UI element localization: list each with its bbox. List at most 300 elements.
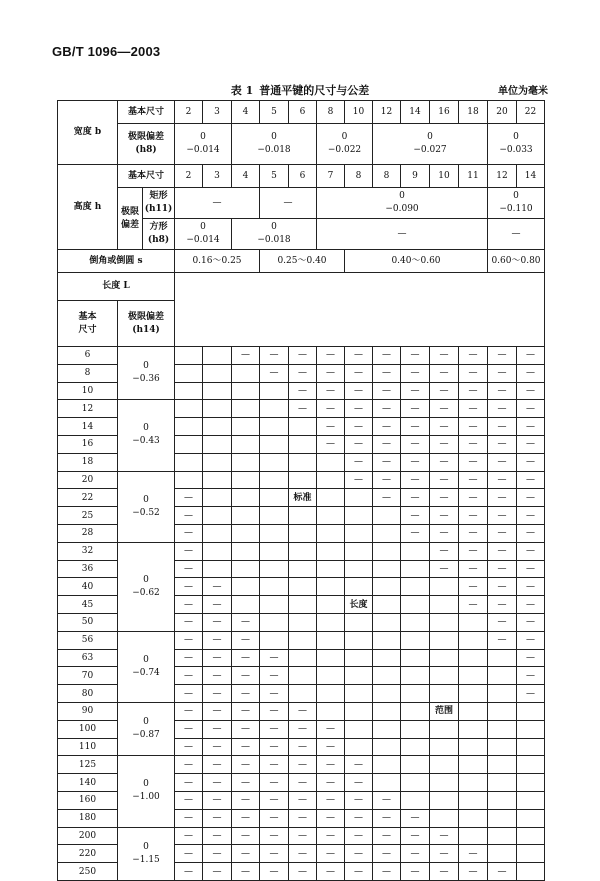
dash-cell: — [260,774,289,792]
width-basic-cell: 16 [430,101,459,124]
height-basic-cell: 2 [175,165,203,188]
tol-lower: −0.018 [257,145,291,155]
dash-cell: — [430,845,459,863]
grid-cell [488,809,517,827]
length-basic-cell: 140 [58,774,118,792]
dash-cell: — [345,845,373,863]
grid-cell [260,382,289,400]
dash-cell: — [488,596,517,614]
grid-cell [260,453,289,471]
dash-cell: — [289,347,317,365]
tol-lower: −0.52 [132,507,160,518]
dash-cell: — [232,774,260,792]
grid-cell [260,596,289,614]
chamfer-label: 倒角或倒圆 s [58,250,175,273]
dash-cell: — [175,542,203,560]
dash-cell: — [459,382,488,400]
dash-cell: — [373,418,401,436]
key-dimension-table [57,100,545,881]
width-basic-label: 基本尺寸 [118,101,175,124]
tol-lower: −0.018 [257,235,291,245]
grid-cell [459,649,488,667]
dash-cell: — [488,471,517,489]
dash-cell: — [401,863,430,881]
dash-cell: — [401,347,430,365]
rect-label [143,188,175,219]
tol-upper: 0 [143,423,149,434]
tol-lower: −0.74 [132,667,160,678]
dash-cell: — [203,649,232,667]
dash-cell: — [345,400,373,418]
dash-cell: — [175,560,203,578]
grid-cell [517,738,545,756]
length-basic-cell: 32 [58,542,118,560]
dash-cell: — [317,809,345,827]
grid-cell [430,578,459,596]
dash-cell: — [260,791,289,809]
grid-cell [488,791,517,809]
dash-cell: — [517,347,545,365]
length-tol-group [118,347,175,400]
dash-cell: — [459,418,488,436]
width-tol-code: (h8) [135,145,157,155]
dash-cell: — [430,471,459,489]
length-tol-code: (h14) [132,324,160,335]
grid-cell [203,489,232,507]
dash-cell: — [232,720,260,738]
grid-cell [317,453,345,471]
dash-cell: — [317,347,345,365]
grid-cell [289,560,317,578]
dash-cell: — [203,702,232,720]
grid-cell [289,613,317,631]
square-tol-group [232,219,317,250]
dash-cell: — [175,738,203,756]
width-tol-group [373,124,488,165]
width-tol-group [488,124,545,165]
grid-cell [459,613,488,631]
grid-cell [289,685,317,703]
length-tol-group [118,400,175,471]
height-tol-text-1: 极限 [120,206,139,217]
dash-cell: — [430,347,459,365]
grid-cell [317,649,345,667]
dash-cell: — [203,631,232,649]
grid-cell [232,524,260,542]
length-basic-cell: 180 [58,809,118,827]
grid-cell [345,685,373,703]
width-basic-cell: 12 [373,101,401,124]
dash-cell: — [289,756,317,774]
length-basic-cell: 125 [58,756,118,774]
length-basic-cell: 200 [58,827,118,845]
length-blank-area [175,273,545,347]
grid-cell [373,738,401,756]
grid-cell [430,613,459,631]
dash-cell: — [232,667,260,685]
length-row [58,542,545,560]
grid-cell [517,809,545,827]
tol-upper: 0 [200,132,206,142]
dash-cell: — [373,809,401,827]
dash-cell: — [401,507,430,525]
dash-cell: — [175,720,203,738]
dash-cell: — [175,774,203,792]
grid-cell [317,596,345,614]
length-row [58,827,545,845]
dash-cell: — [488,489,517,507]
grid-cell [401,791,430,809]
grid-cell [203,347,232,365]
length-basic-text-2: 尺寸 [78,324,97,335]
tol-lower: −1.00 [132,792,160,803]
dash-cell: — [459,400,488,418]
grid-cell [430,649,459,667]
grid-cell [203,560,232,578]
height-tol-label [118,188,143,250]
grid-cell [260,418,289,436]
grid-cell [175,382,203,400]
length-tol-group [118,471,175,542]
grid-cell [289,435,317,453]
dash-cell: — [203,827,232,845]
length-basic-label [58,301,118,347]
dash-cell: — [430,418,459,436]
grid-cell [517,845,545,863]
dash-cell: — [345,827,373,845]
dash-cell: — [430,560,459,578]
grid-cell [517,863,545,881]
dash-cell: — [232,845,260,863]
grid-cell [345,507,373,525]
dash-cell: — [401,435,430,453]
grid-cell [232,596,260,614]
length-basic-cell: 20 [58,471,118,489]
tol-upper: 0 [399,191,405,201]
dash-cell: — [345,791,373,809]
grid-cell [401,631,430,649]
grid-cell [517,756,545,774]
square-tol-dash: — [317,219,488,250]
height-basic-cell: 10 [430,165,459,188]
grid-cell [260,435,289,453]
grid-cell [232,489,260,507]
dash-cell: — [317,863,345,881]
dash-cell: — [203,756,232,774]
length-basic-cell: 6 [58,347,118,365]
dash-cell: — [317,738,345,756]
dash-cell: — [459,364,488,382]
dash-cell: — [232,809,260,827]
grid-cell [373,685,401,703]
grid-cell [401,774,430,792]
dash-cell: — [175,685,203,703]
grid-cell [345,542,373,560]
grid-cell [260,631,289,649]
table-title: 普通平键的尺寸与公差 [259,84,370,97]
dash-cell: — [232,702,260,720]
grid-cell [317,631,345,649]
grid-cell [289,542,317,560]
width-basic-cell: 8 [317,101,345,124]
dash-cell: — [459,507,488,525]
chamfer-group: 0.16～0.25 [175,250,260,273]
length-tol-label [118,301,175,347]
dash-cell: — [401,845,430,863]
grid-cell [459,738,488,756]
height-basic-label: 基本尺寸 [118,165,175,188]
dash-cell: — [430,507,459,525]
chamfer-group: 0.25～0.40 [260,250,345,273]
grid-cell [345,524,373,542]
dash-cell: — [175,827,203,845]
grid-cell [517,720,545,738]
dash-cell: — [175,756,203,774]
grid-cell [345,578,373,596]
grid-cell [430,809,459,827]
dash-cell: — [345,435,373,453]
dash-cell: — [232,631,260,649]
grid-cell [345,702,373,720]
height-label: 高度 h [58,165,118,250]
dash-cell: — [430,863,459,881]
grid-cell [430,791,459,809]
grid-cell [373,524,401,542]
grid-cell [459,756,488,774]
grid-cell [317,560,345,578]
dash-cell: — [459,845,488,863]
grid-cell [317,613,345,631]
dash-cell: — [317,364,345,382]
dash-cell: — [232,685,260,703]
grid-cell [430,631,459,649]
grid-cell [401,578,430,596]
rect-tol-dash: — [175,188,260,219]
length-tol-group [118,542,175,631]
dash-cell: — [517,489,545,507]
dash-cell: — [317,382,345,400]
dash-cell: — [459,863,488,881]
dash-cell: — [517,613,545,631]
grid-cell [401,649,430,667]
dash-cell: — [373,791,401,809]
width-basic-cell: 14 [401,101,430,124]
grid-cell [373,702,401,720]
width-basic-cell: 3 [203,101,232,124]
dash-cell: — [232,756,260,774]
grid-cell [317,667,345,685]
grid-cell [203,453,232,471]
length-basic-cell: 14 [58,418,118,436]
dash-cell: — [175,596,203,614]
grid-cell [203,507,232,525]
dash-cell: — [232,347,260,365]
grid-cell [401,596,430,614]
dash-cell: — [401,809,430,827]
dash-cell: — [517,667,545,685]
grid-cell [488,827,517,845]
tol-upper: 0 [200,222,206,232]
grid-cell [203,382,232,400]
dash-cell: — [401,364,430,382]
dash-cell: — [373,489,401,507]
tol-upper: 0 [143,574,149,585]
grid-cell [488,685,517,703]
height-basic-cell: 11 [459,165,488,188]
grid-cell [401,720,430,738]
grid-cell [345,631,373,649]
grid-cell [373,507,401,525]
dash-cell: — [430,453,459,471]
dash-cell: — [317,827,345,845]
dash-cell: — [373,863,401,881]
grid-cell [260,542,289,560]
units-note: 单位为毫米 [498,86,548,97]
grid-cell [232,507,260,525]
tol-lower: −0.87 [132,730,160,741]
dash-cell: — [260,347,289,365]
grid-cell [260,471,289,489]
length-row [58,702,545,720]
grid-cell [289,453,317,471]
dash-cell: — [345,364,373,382]
dash-cell: — [345,453,373,471]
dash-cell: — [488,542,517,560]
dash-cell: — [289,400,317,418]
grid-cell [203,418,232,436]
dash-cell: — [289,738,317,756]
dash-cell: — [289,382,317,400]
dash-cell: — [488,863,517,881]
dash-cell: — [203,791,232,809]
width-basic-cell: 22 [517,101,545,124]
grid-cell [317,507,345,525]
length-basic-cell: 8 [58,364,118,382]
grid-cell [430,685,459,703]
grid-cell [430,720,459,738]
dash-cell: — [175,702,203,720]
square-text: 方形 [149,222,168,232]
dash-cell: — [175,649,203,667]
dash-cell: — [459,560,488,578]
dash-cell: — [459,578,488,596]
grid-cell [232,435,260,453]
grid-cell [459,809,488,827]
grid-cell [488,667,517,685]
grid-cell [401,613,430,631]
dash-cell: — [203,667,232,685]
dash-cell: — [430,435,459,453]
grid-cell [260,560,289,578]
length-label: 长度 L [58,273,175,301]
dash-cell: — [373,400,401,418]
width-basic-cell: 18 [459,101,488,124]
grid-cell [459,774,488,792]
grid-cell [373,756,401,774]
dash-cell: — [401,400,430,418]
tol-lower: −0.014 [186,235,220,245]
grid-cell [232,471,260,489]
length-basic-cell: 90 [58,702,118,720]
dash-cell: — [373,471,401,489]
dash-cell: — [317,418,345,436]
length-basic-cell: 100 [58,720,118,738]
grid-cell [175,435,203,453]
tol-upper: 0 [513,132,519,142]
tol-lower: −0.033 [499,145,533,155]
grid-cell [289,418,317,436]
grid-cell [430,774,459,792]
dash-cell: — [401,418,430,436]
width-tol-label [118,124,175,165]
grid-cell [232,418,260,436]
grid-cell [401,560,430,578]
grid-cell [232,542,260,560]
dash-cell: — [317,720,345,738]
grid-cell [345,738,373,756]
dash-cell: — [317,756,345,774]
height-basic-cell: 7 [317,165,345,188]
dash-cell: — [317,791,345,809]
dash-cell: — [345,347,373,365]
width-tol-text: 极限偏差 [127,132,164,142]
dash-cell: — [517,435,545,453]
dash-cell: — [373,827,401,845]
dash-cell: — [175,631,203,649]
range-annotation: 标准 [289,489,317,507]
dash-cell: — [260,827,289,845]
dash-cell: — [345,863,373,881]
grid-cell [430,738,459,756]
table-number: 表 1 [230,84,254,97]
width-basic-cell: 2 [175,101,203,124]
grid-cell [517,774,545,792]
grid-cell [317,524,345,542]
grid-cell [289,578,317,596]
dash-cell: — [459,596,488,614]
grid-cell [373,542,401,560]
dash-cell: — [260,667,289,685]
grid-cell [517,791,545,809]
dash-cell: — [232,863,260,881]
square-code: (h8) [147,235,170,245]
grid-cell [373,631,401,649]
dash-cell: — [175,489,203,507]
tol-upper: 0 [427,132,433,142]
length-basic-cell: 22 [58,489,118,507]
grid-cell [430,756,459,774]
dash-cell: — [345,418,373,436]
grid-cell [289,649,317,667]
dash-cell: — [260,720,289,738]
grid-cell [459,631,488,649]
length-row [58,631,545,649]
dash-cell: — [488,382,517,400]
grid-cell [373,596,401,614]
dash-cell: — [488,631,517,649]
grid-cell [203,400,232,418]
height-basic-cell: 12 [488,165,517,188]
grid-cell [232,578,260,596]
width-tol-group [232,124,317,165]
dash-cell: — [345,774,373,792]
dash-cell: — [373,382,401,400]
dash-cell: — [459,347,488,365]
length-tol-text: 极限偏差 [127,311,164,322]
dash-cell: — [459,453,488,471]
length-basic-text-1: 基本 [78,311,97,322]
dash-cell: — [517,685,545,703]
